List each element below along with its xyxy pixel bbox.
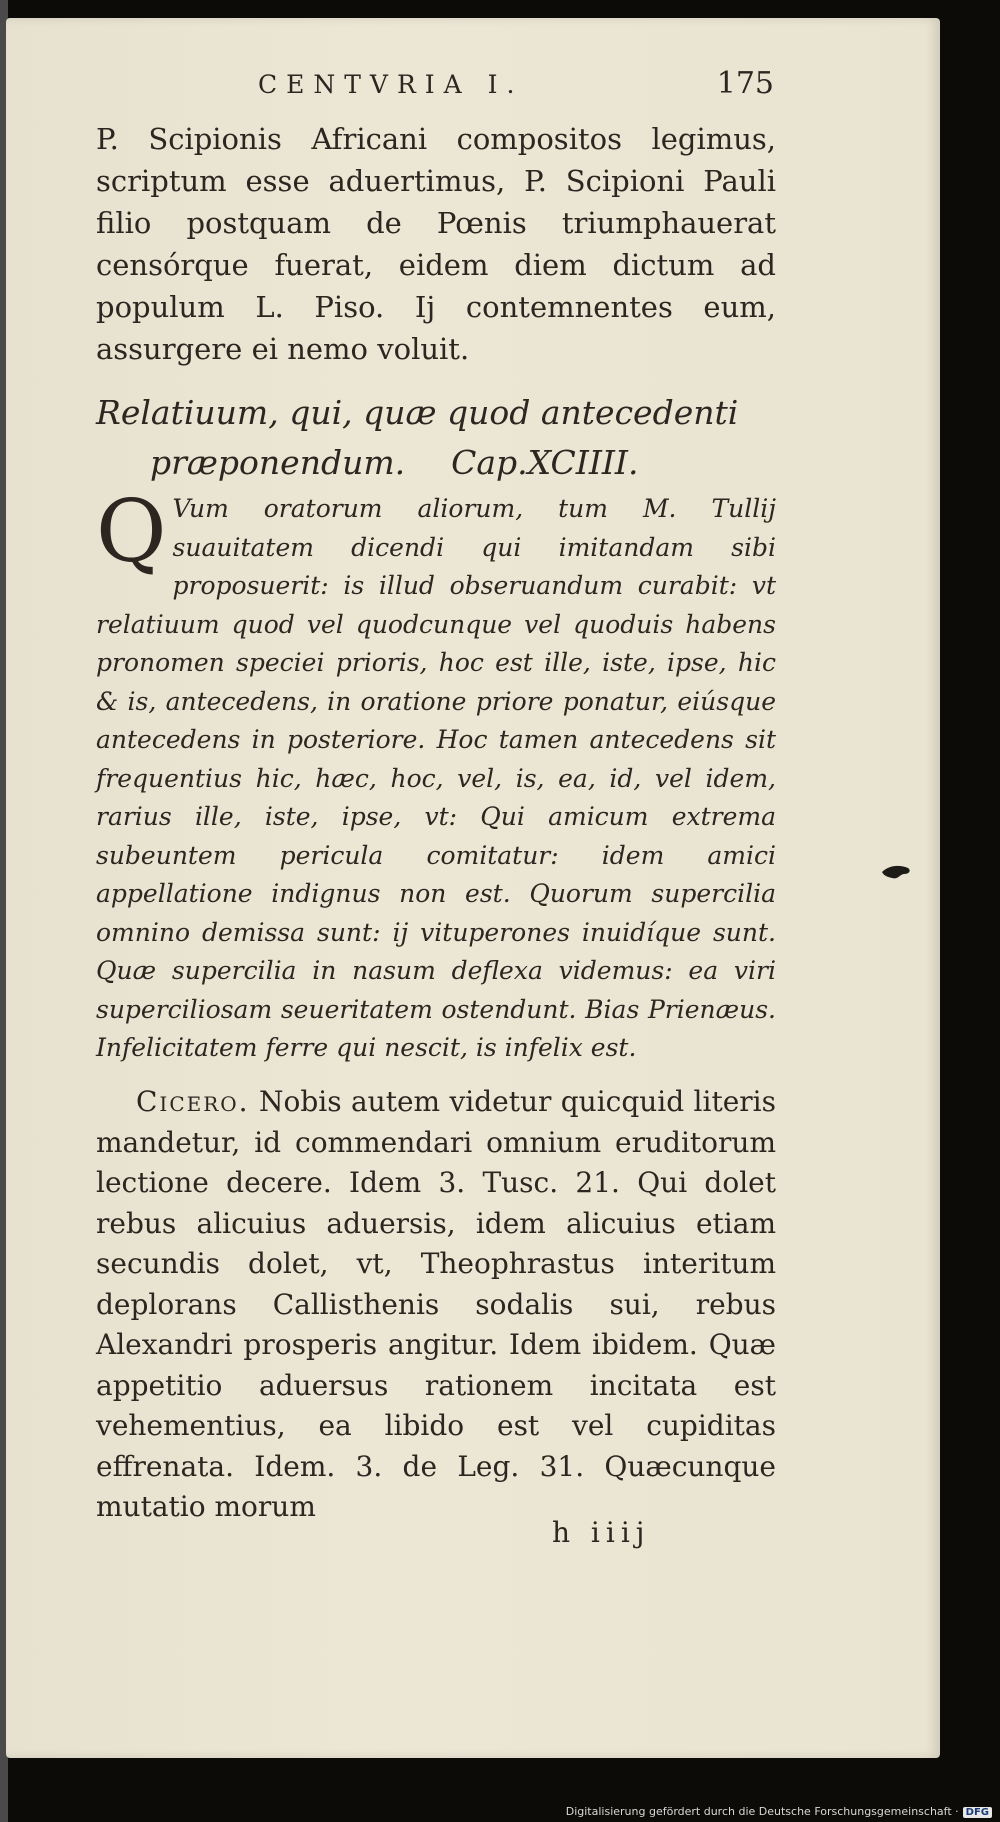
digitization-footer — [566, 1805, 992, 1818]
cicero-author: Cicero. — [136, 1085, 250, 1118]
running-head — [96, 66, 776, 106]
chapter-heading-line-1: Relatiuum, qui, quæ quod antecedenti — [96, 393, 739, 432]
italic-paragraph — [96, 482, 776, 1068]
cicero-paragraph-body — [96, 1082, 776, 1528]
page-number: 175 — [716, 66, 774, 101]
italic-paragraph-text: Vum oratorum aliorum, tum M. Tullij suauitatem dicendi qui imitandam sibi proposuerit: is illud obseruandum curabit: vt relatiuum quod vel quodcunque vel quoduis habens pronomen speciei prioris, hoc est ille, iste, ipse, hic & is, antecedens, in oratione priore ponatur, eiúsque antecedens in posteriore. Hoc tamen antecedens sit frequentius hic, hæc, hoc, vel, is, ea, id, vel idem, rarius ille, iste, ipse, vt: Qui amicum extrema subeuntem pericula comitatur: idem amici appellatione indignus non est. Quorum supercilia omnino demissa sunt: ij vituperones inuidíque sunt. Quæ supercilia in nasum deflexa videmus: ea viri superciliosam seueritatem ostendunt. Bias Prienæus. Infelicitatem ferre qui nescit, is infelix est. — [96, 494, 776, 1062]
chapter-heading — [96, 388, 776, 488]
signature-mark: h iiij — [552, 1516, 651, 1549]
ink-blot-icon — [880, 862, 912, 882]
roman-paragraph-text: P. Scipionis Africani compositos legimus, scriptum esse aduertimus, P. Scipioni Pauli filio postquam de Pœnis triumphauerat censórque fuerat, eidem diem dictum ad populum L. Piso. Ij contemnentes eum, assurgere ei nemo voluit. — [96, 122, 776, 366]
cicero-paragraph-text: Nobis autem videtur quicquid literis mandetur, id commendari omnium eruditorum lectione decere. Idem 3. Tusc. 21. Qui dolet rebus alicuius aduersis, idem alicuius etiam secundis dolet, vt, Theophrastus interitum deplorans Callisthenis sodalis sui, rebus Alexandri prosperis angitur. Idem ibidem. Quæ appetitio aduersus rationem incitata est vehementius, ea libido est vel cupiditas effrenata. Idem. 3. de Leg. 31. Quæcunque mutatio morum — [96, 1085, 776, 1523]
dfg-logo-badge: DFG — [963, 1807, 992, 1818]
chapter-heading-subject: præponendum. — [150, 443, 406, 482]
roman-paragraph — [96, 118, 776, 370]
footer-text: Digitalisierung gefördert durch die Deutsche Forschungsgemeinschaft · — [565, 1805, 959, 1818]
running-title: CENTVRIA I. — [258, 70, 524, 99]
chapter-number: Cap.XCIIII. — [451, 443, 639, 482]
drop-cap: Q — [96, 482, 167, 582]
cicero-paragraph — [96, 1082, 776, 1528]
chapter-heading-line-2 — [96, 438, 776, 488]
